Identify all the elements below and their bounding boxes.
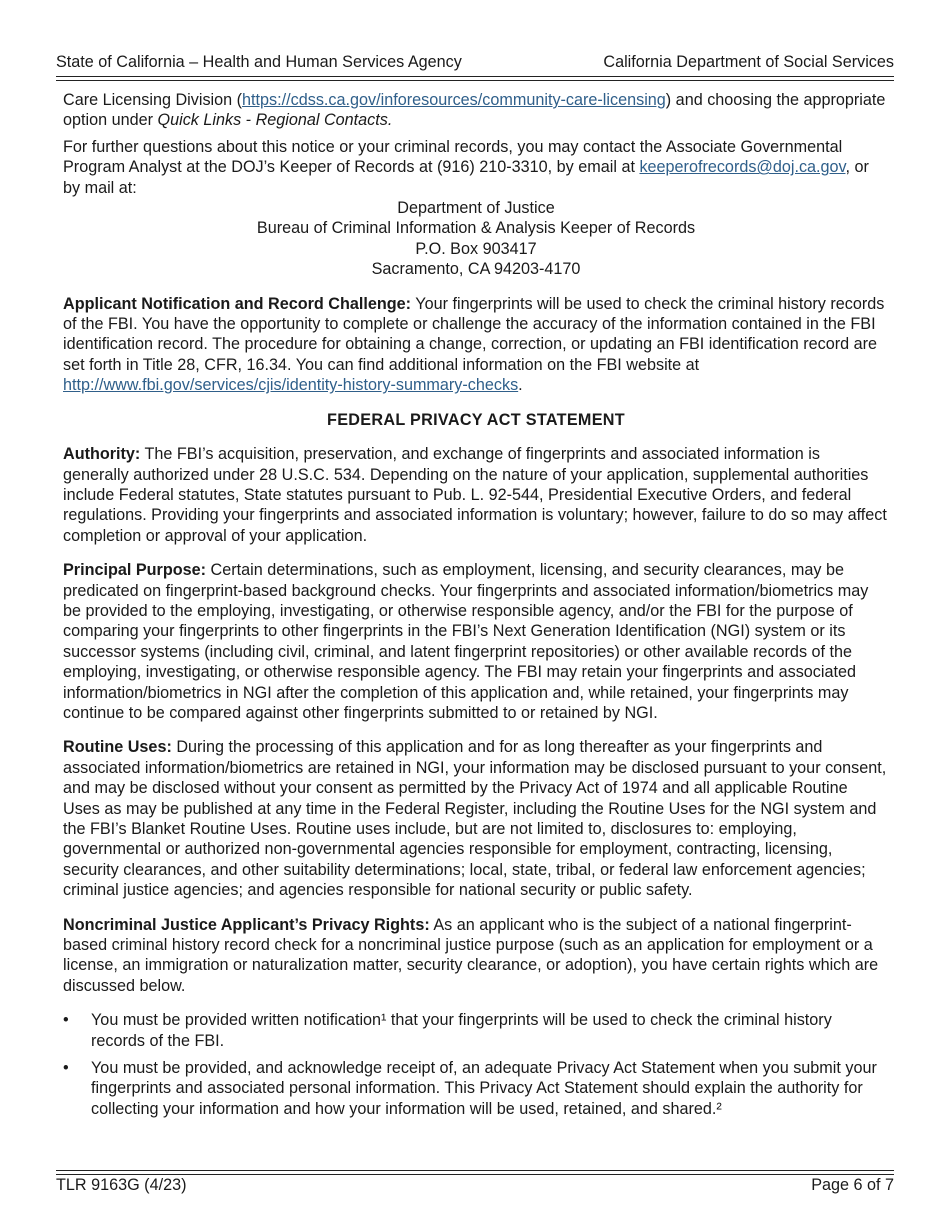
record-challenge-paragraph: Applicant Notification and Record Challenge: Your fingerprints will be used to check the criminal history records of the FBI. You have the opportunity to complete or challenge the accuracy of the information contained in the FBI identification record. The procedure for obtaining a change, correction, or updating an FBI identification record are set forth in Title 28, CFR, 16.34. You can find additional information on the FBI website at http://www.fbi.gov/services/cjis/identity-history-summary-checks. <box>63 294 885 395</box>
header-rule-double <box>56 80 894 81</box>
section-title: FEDERAL PRIVACY ACT STATEMENT <box>327 410 625 429</box>
continuation-paragraph: Care Licensing Division (https://cdss.ca.gov/inforesources/community-care-licensing) and choosing the appropriate option under Quick Links - Regional Contacts. <box>63 91 886 130</box>
privacy-rights-heading: Noncriminal Justice Applicant’s Privacy Rights: <box>63 915 430 934</box>
bullet-icon: • <box>63 1011 69 1030</box>
routine-uses-heading: Routine Uses: <box>63 738 172 757</box>
record-challenge-heading: Applicant Notification and Record Challenge: <box>63 294 412 313</box>
header-agency: State of California – Health and Human Services Agency <box>56 53 462 71</box>
ccl-link[interactable]: https://cdss.ca.gov/inforesources/community-care-licensing <box>242 91 666 109</box>
list-item: • You must be provided, and acknowledge receipt of, an adequate Privacy Act Statement when you submit your fingerprints and associated personal information. This Privacy Act Statement should explain the authority for collecting your information and how your information will be used, retained, and shared.² <box>63 1059 877 1118</box>
footer-rule <box>56 1170 894 1171</box>
authority-heading: Authority: <box>63 445 141 464</box>
address-line: Bureau of Criminal Information & Analysis Keeper of Records <box>256 219 696 238</box>
quick-links-text: Quick Links - Regional Contacts. <box>157 111 393 130</box>
header-rule <box>56 76 894 77</box>
principal-purpose-heading: Principal Purpose: <box>63 561 207 580</box>
address-line: Department of Justice <box>397 199 555 218</box>
rights-list <box>63 1010 889 1119</box>
routine-uses-paragraph: Routine Uses: During the processing of this application and for as long thereafter as your fingerprints and associated information/biometrics are retained in NGI, your information may be disclosed pursuant to your consent, and may be disclosed without your consent as permitted by the Privacy Act of 1974 and all applicable Routine Uses as may be published at any time in the Federal Register, including the Routine Uses for the NGI system and the FBI’s Blanket Routine Uses. Routine uses include, but are not limited to, disclosures to: employing, governmental or authorized non-governmental agencies responsible for employment, contracting, licensing, security clearances, and other suitability determinations; local, state, tribal, or federal law enforcement agencies; criminal justice agencies; and agencies responsible for national security or public safety. <box>63 738 887 900</box>
address-line: Sacramento, CA 94203-4170 <box>371 260 581 279</box>
authority-paragraph: Authority: The FBI’s acquisition, preservation, and exchange of fingerprints and associated information is generally authorized under 28 U.S.C. 534. Depending on the nature of your application, supplemental authorities include Federal statutes, State statutes pursuant to Pub. L. 92-544, Presidential Executive Orders, and federal regulations. Providing your fingerprints and associated information is voluntary; however, failure to do so may affect completion or approval of your application. <box>63 445 887 545</box>
mailing-address <box>63 198 889 280</box>
keeper-email-link[interactable]: keeperofrecords@doj.ca.gov <box>639 158 846 177</box>
bullet-icon: • <box>63 1059 69 1078</box>
principal-purpose-paragraph: Principal Purpose: Certain determinations, such as employment, licensing, and security clearances, may be predicated on fingerprint-based background checks. Your fingerprints and associated information/biometrics may be provided to the employing, investigating, or otherwise responsible agency, and/or the FBI for the purpose of comparing your fingerprints to other fingerprints in the FBI’s Next Generation Identification (NGI) system or its successor systems (including civil, criminal, and latent fingerprint repositories) or other available records of the employing, investigating, or otherwise responsible agency. The FBI may retain your fingerprints and associated information/biometrics in NGI after the completion of this application and, while retained, your fingerprints may continue to be compared against other fingerprints submitted to or retained by NGI. <box>63 561 869 722</box>
privacy-rights-paragraph: Noncriminal Justice Applicant’s Privacy Rights: As an applicant who is the subject of a national fingerprint-based criminal history record check for a noncriminal justice purpose (such as an application for employment or a license, an immigration or naturalization matter, security clearance, or adoption), you have certain rights which are discussed below. <box>63 915 879 995</box>
list-item: • You must be provided written notification¹ that your fingerprints will be used to check the criminal history records of the FBI. <box>63 1011 832 1050</box>
document-body <box>63 90 889 1126</box>
page-number: Page 6 of 7 <box>811 1176 894 1194</box>
form-number: TLR 9163G (4/23) <box>56 1176 187 1194</box>
page-header <box>56 52 894 72</box>
fbi-link[interactable]: http://www.fbi.gov/services/cjis/identity-history-summary-checks <box>63 376 519 395</box>
page-footer <box>56 1175 894 1195</box>
header-department: California Department of Social Services <box>603 53 894 71</box>
contact-paragraph: For further questions about this notice or your criminal records, you may contact the Associate Governmental Program Analyst at the DOJ’s Keeper of Records at (916) 210-3310, by email at keeperofrecords@doj.ca.gov, or by mail at: <box>63 137 869 197</box>
address-line: P.O. Box 903417 <box>415 239 537 258</box>
